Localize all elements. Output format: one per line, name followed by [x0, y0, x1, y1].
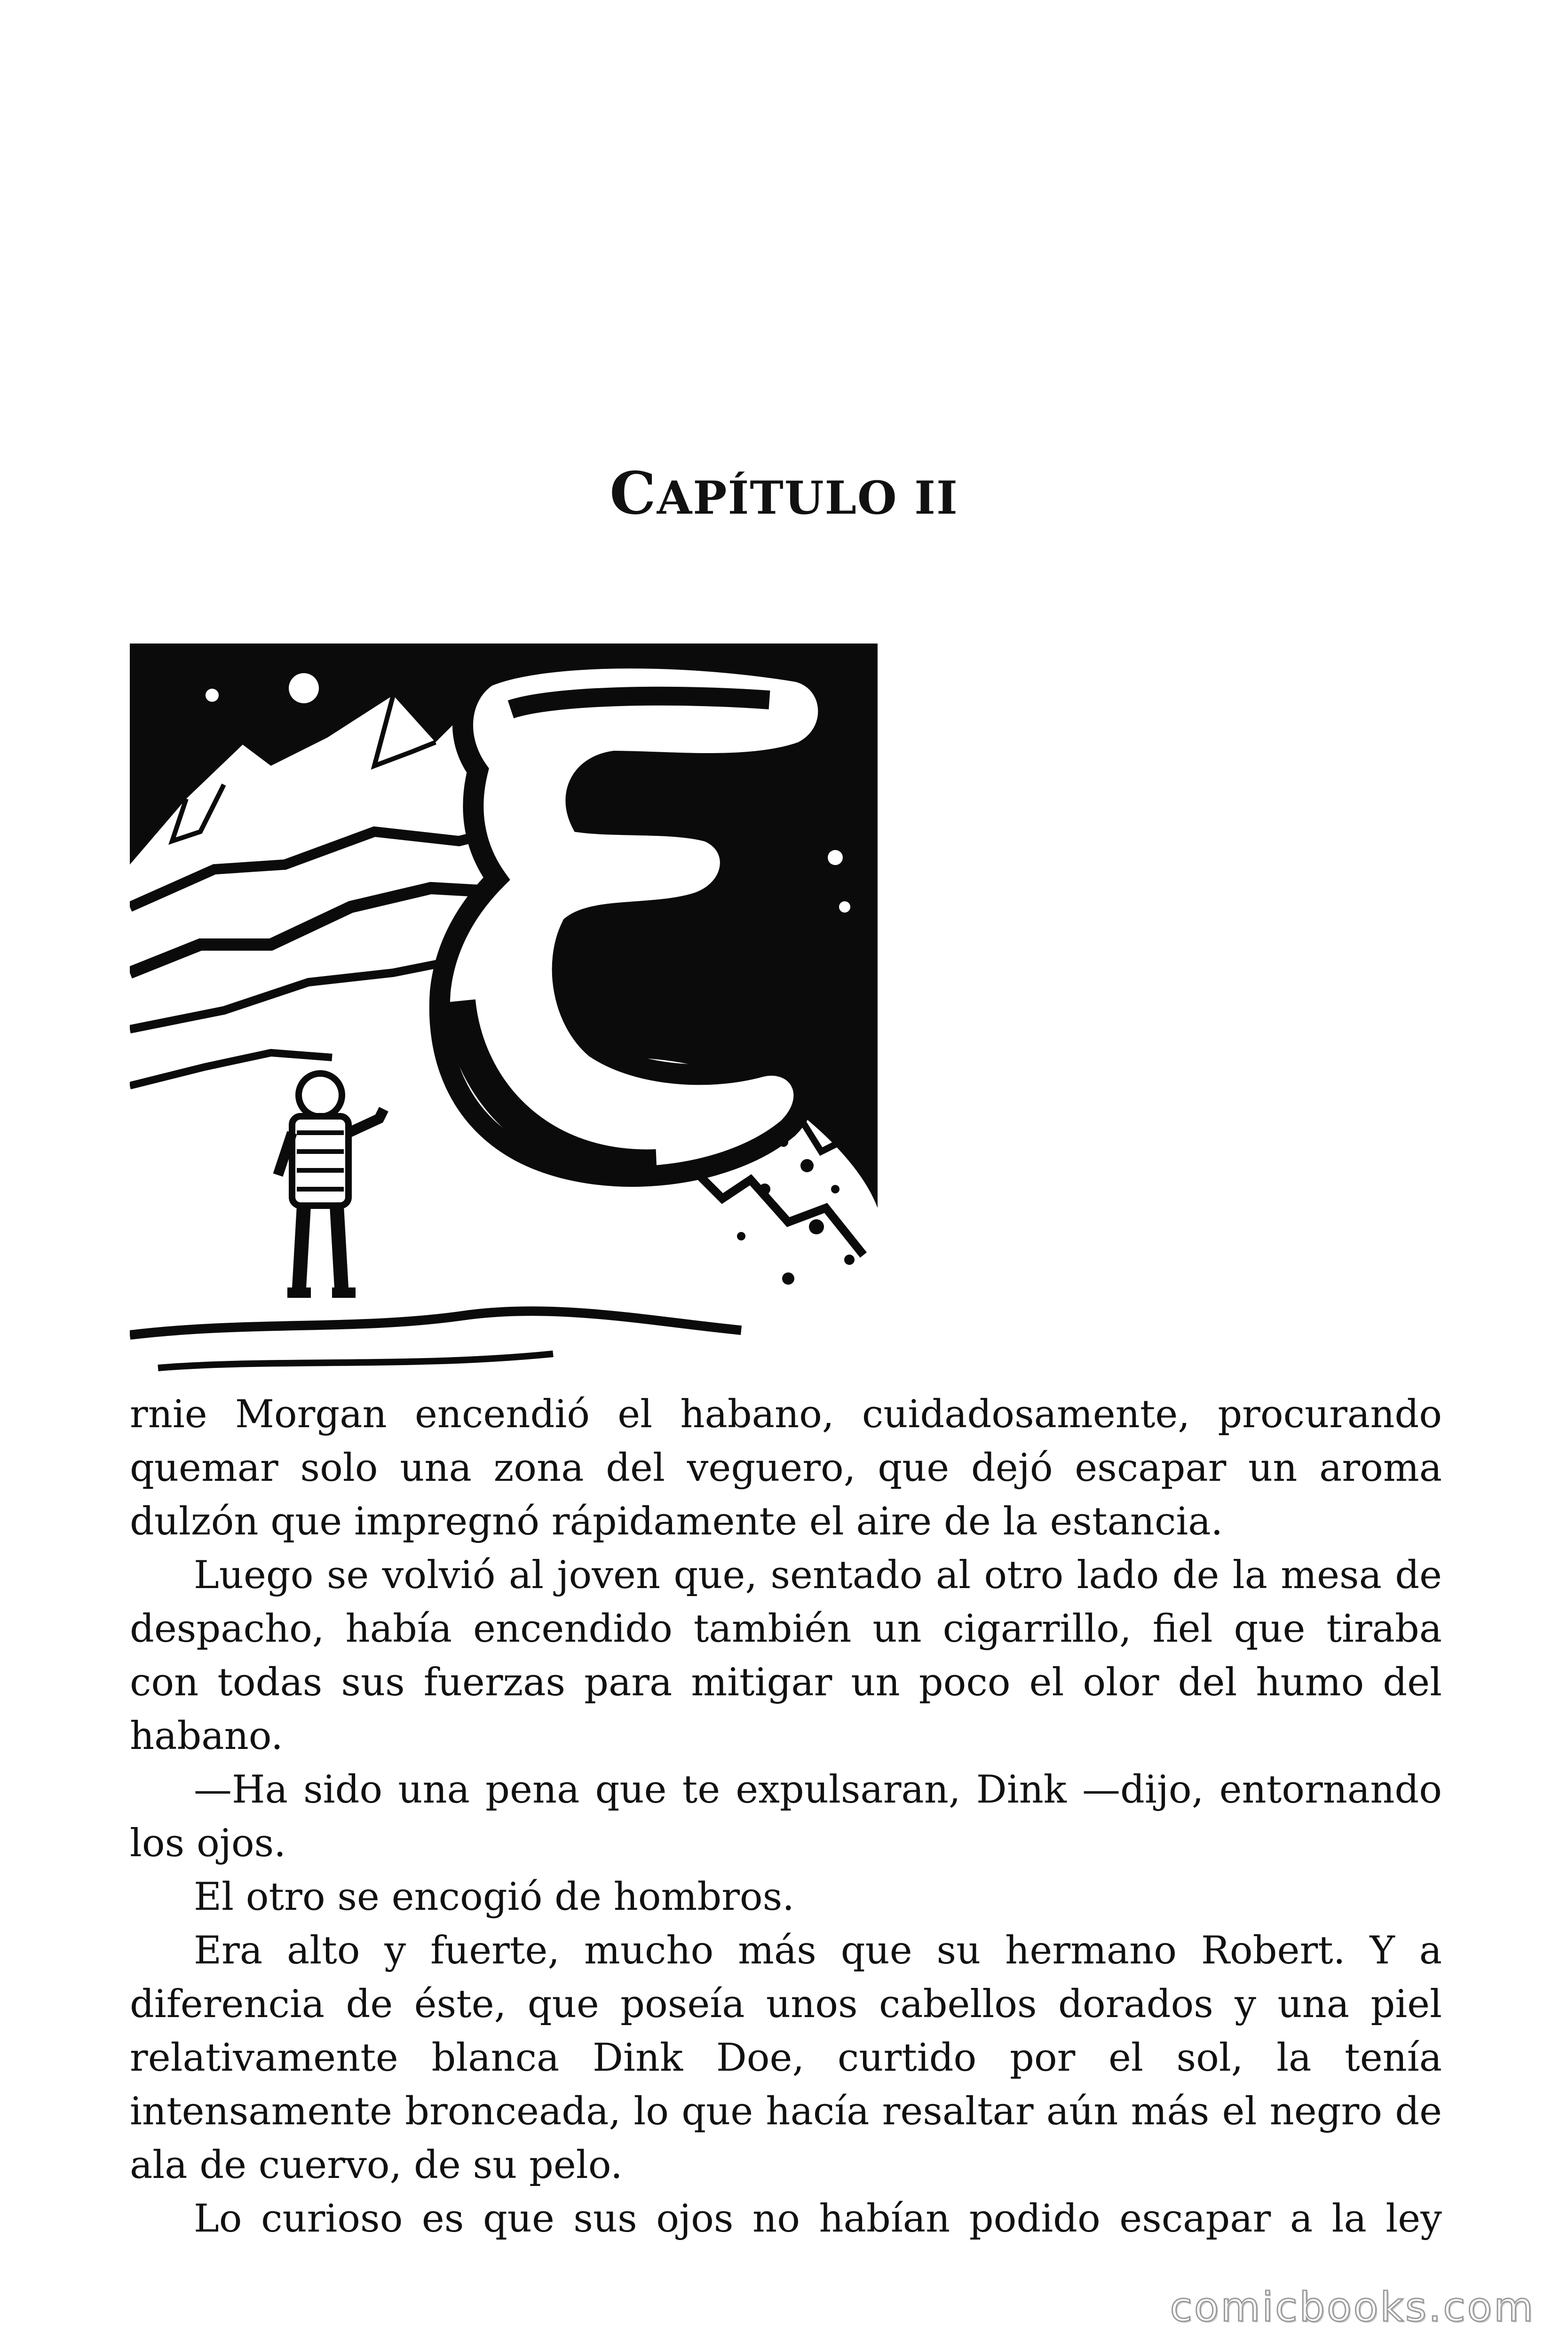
- paragraph-3: —Ha sido una pena que te expulsaran, Dink —dijo, entornando los ojos.: [130, 1768, 1442, 1866]
- paragraph-4: El otro se encogió de hombros.: [194, 1875, 795, 1919]
- watermark: comicbooks.com: [1170, 2284, 1535, 2331]
- paragraph-1: rnie Morgan encendió el habano, cuidadosamente, procurando quemar solo una zona del veguero, que dejó escapar un aroma dulzón que impregnó rápidamente el aire de la estancia.: [130, 1392, 1442, 1544]
- chapter-title: CAPÍTULO II: [610, 460, 958, 528]
- dropcap-illustration: [130, 644, 878, 1389]
- paragraph-2: Luego se volvió al joven que, sentado al otro lado de la mesa de despacho, había encendido también un cigarrillo, fiel que tiraba con todas sus fuerzas para mitigar un poco el olor del humo del habano.: [130, 1553, 1442, 1758]
- paragraph-5: Era alto y fuerte, mucho más que su hermano Robert. Y a diferencia de éste, que poseía unos cabellos dorados y una piel relativamente blanca Dink Doe, curtido por el sol, la tenía intensamente bronceada, lo que hacía resaltar aún más el negro de ala de cuervo, de su pelo.: [130, 1929, 1442, 2187]
- paragraph-6: Lo curioso es que sus ojos no habían podido escapar a la ley: [194, 2197, 1442, 2241]
- chapter-body: [130, 1388, 1442, 2246]
